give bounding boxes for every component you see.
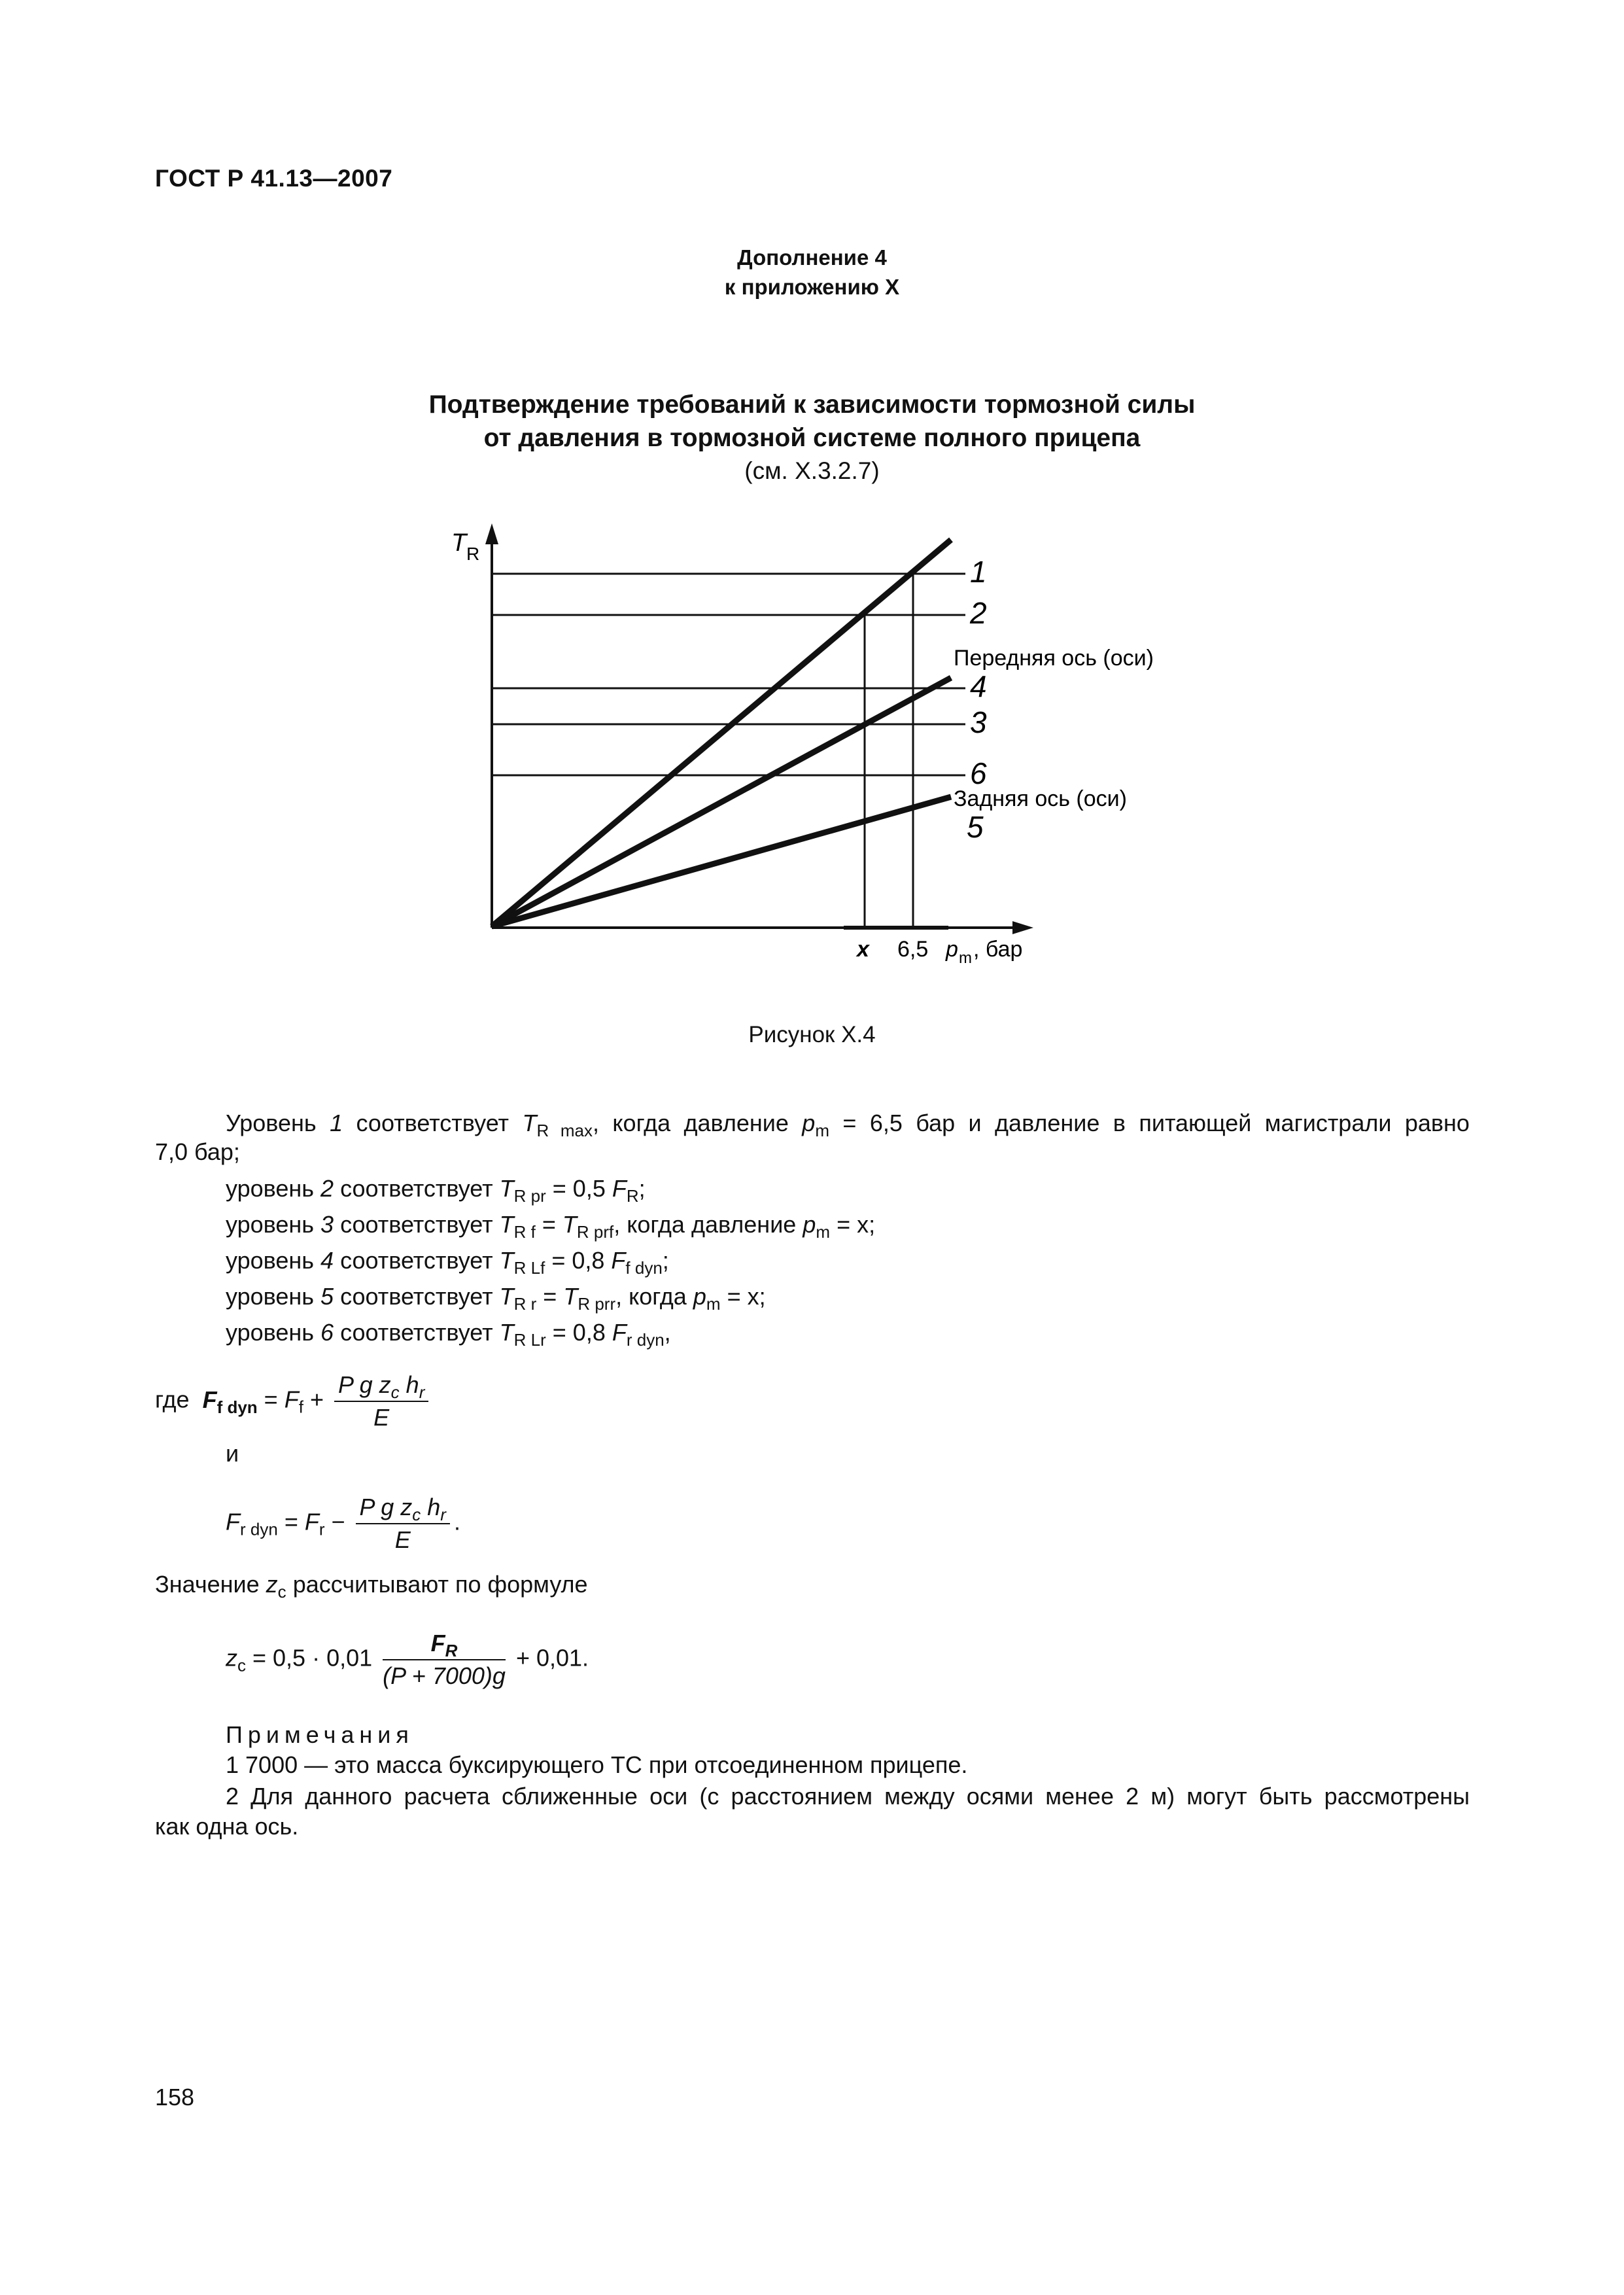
paragraph-level-1: Уровень 1 соответствует $T_{R max}$, когда давление $p_m = 6,5$ бар и давление в питающей магистрали равно	[226, 1110, 1470, 1140]
line-level-5: уровень 5 соответствует $T_{R r} = T_{R prr}$, когда $p_m = x$;	[226, 1283, 766, 1314]
x-axis-arrow	[1012, 921, 1033, 934]
y-axis-arrow	[485, 523, 498, 544]
figure-x4	[0, 0, 1624, 1021]
title-reference: (см. X.3.2.7)	[744, 457, 880, 484]
level-1-label: 1	[970, 555, 987, 589]
title-line-1: Подтверждение требований к зависимости тормозной силы	[428, 391, 1196, 419]
conjunction-and: и	[226, 1440, 239, 1467]
front-axle-characteristic	[492, 678, 951, 926]
level-6-label: 6	[970, 756, 987, 790]
rear-axle-characteristic	[492, 797, 951, 926]
formula-r-dyn: $F_{r dyn} = F_r$ − $\frac{P g z_c h_r}{E}$ .	[226, 1494, 460, 1553]
front-axle-label: Передняя ось (оси)	[954, 646, 1154, 671]
notes-title: Примечания	[226, 1721, 414, 1748]
x-unit-bar: , бар	[973, 937, 1023, 962]
level-4-label: 4	[970, 669, 987, 703]
zc-intro: Значение $z_c$ рассчитывают по формуле	[155, 1571, 588, 1602]
level-5-label: 5	[967, 810, 984, 844]
formula-zc: $z_c = 0,5 \cdot 0,01$ $\frac{F_R}{(P + 7000)g}$ + 0,01.	[226, 1630, 589, 1689]
y-axis-label: T	[451, 529, 467, 557]
note-2: 2 Для данного расчета сближенные оси (с расстоянием между осями менее 2 м) могут быть рассмотрены	[226, 1783, 1470, 1810]
document-id: ГОСТ Р 41.13—2007	[155, 165, 393, 192]
title-line-2: от давления в тормозной системе полного прицепа	[483, 424, 1141, 452]
supplement-annex: к приложению X	[724, 275, 900, 299]
level-3-label: 3	[970, 705, 987, 739]
x-tick-65: 6,5	[897, 937, 929, 962]
note-2-cont: как одна ось.	[155, 1813, 299, 1840]
rear-axle-label: Задняя ось (оси)	[954, 786, 1127, 811]
line-level-2: уровень 2 соответствует $T_{R pr} = 0,5$ $F_R$;	[226, 1175, 646, 1206]
x-tick-x: x	[857, 937, 869, 962]
steep-characteristic	[492, 540, 951, 926]
line-level-4: уровень 4 соответствует $T_{R Lf} = 0,8$ $F_{f dyn}$;	[226, 1247, 669, 1278]
level-2-label: 2	[970, 596, 987, 630]
x-unit-p: p	[946, 937, 958, 962]
note-1: 1 7000 — это масса буксирующего ТС при отсоединенном прицепе.	[226, 1751, 968, 1778]
y-axis-label-sub: R	[466, 544, 480, 564]
paragraph-level-1-cont: 7,0 бар;	[155, 1138, 240, 1165]
line-level-6: уровень 6 соответствует $T_{R Lr} = 0,8$ $F_{r dyn}$,	[226, 1319, 671, 1350]
line-level-3: уровень 3 соответствует $T_{R f} = T_{R prf}$, когда давление $p_m = x$;	[226, 1211, 876, 1242]
figure-caption: Рисунок X.4	[748, 1022, 876, 1047]
supplement-number: Дополнение 4	[737, 245, 887, 270]
x-unit-sub: m	[959, 949, 972, 967]
formula-f-dyn: где $F_{f dyn} = F_f$ + $\frac{P g z_c h_r}{E}$	[155, 1371, 432, 1432]
page-number: 158	[155, 2084, 195, 2111]
